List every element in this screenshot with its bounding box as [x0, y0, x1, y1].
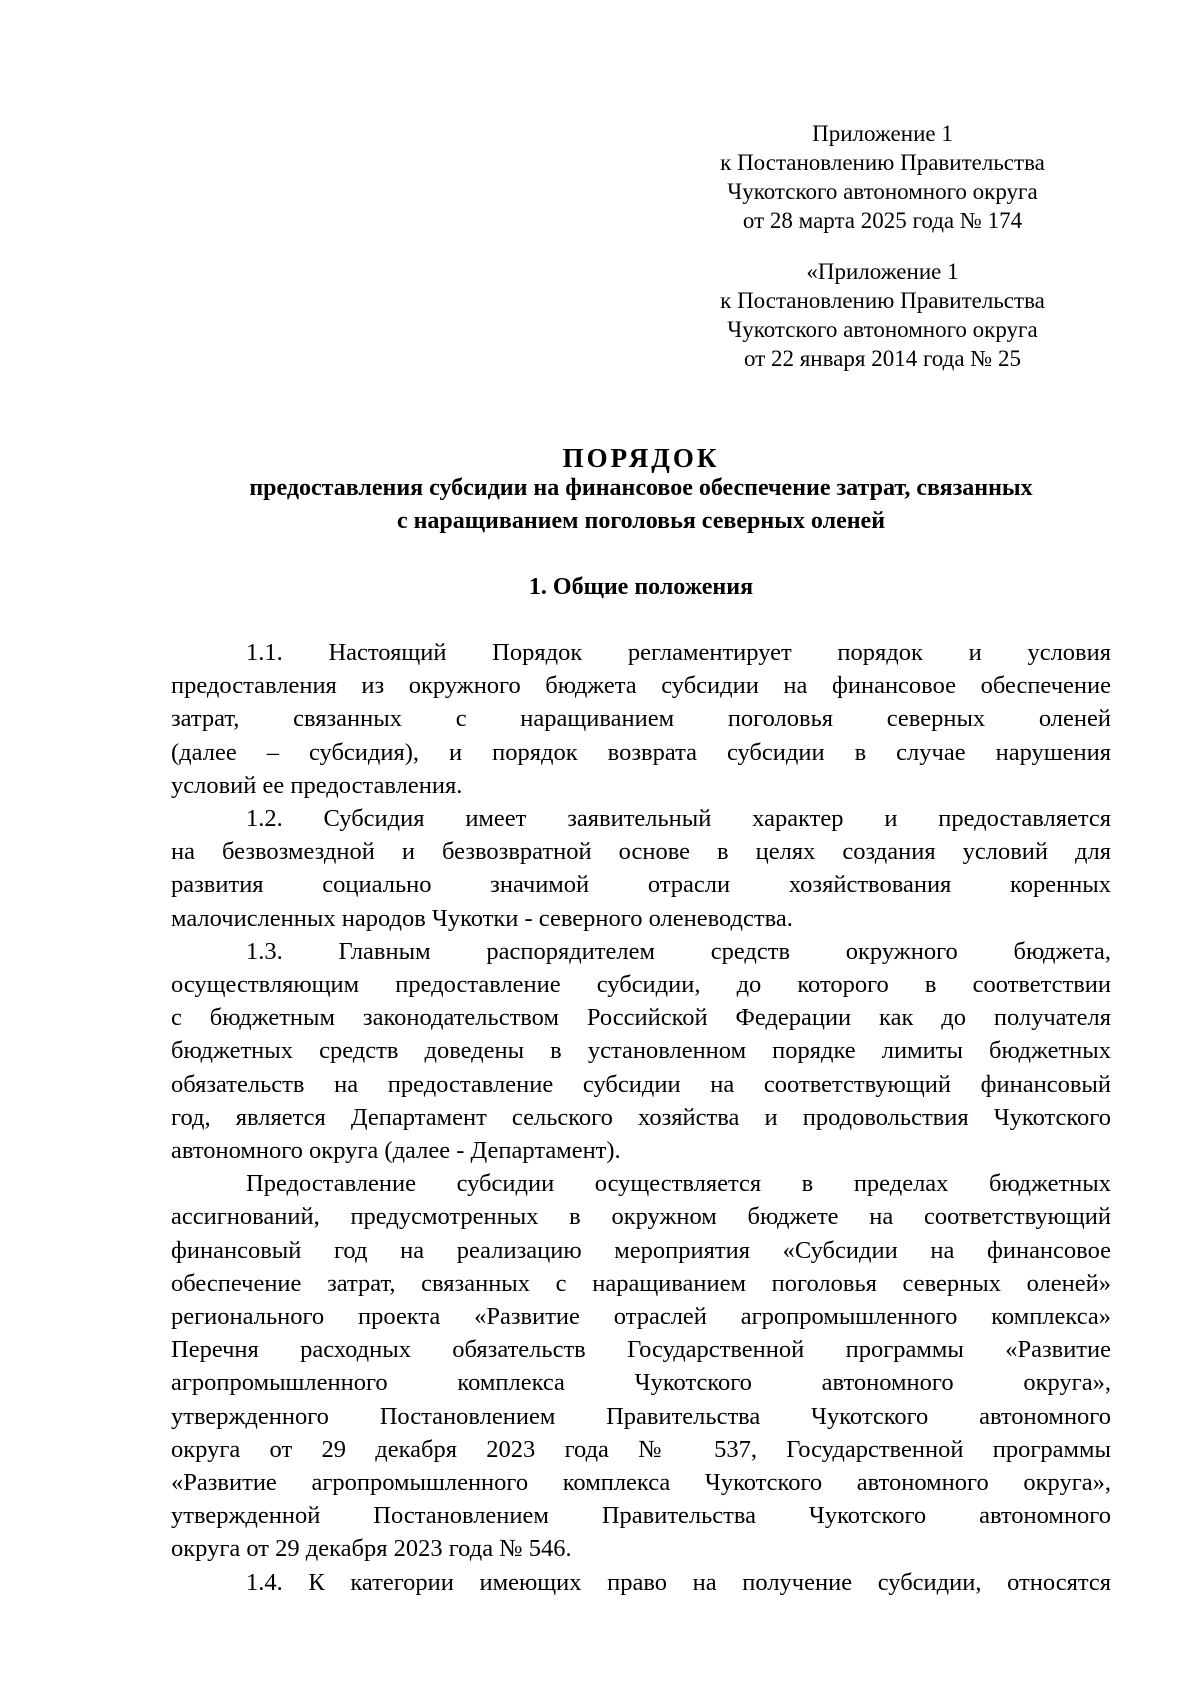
- paragraph-line: 1.4. К категории имеющих право на получение субсидии, относятся: [246, 1568, 1111, 1596]
- document-body: [171, 636, 1111, 1599]
- paragraph-line: с бюджетным законодательством Российской Федерации как до получателя: [171, 1004, 1111, 1032]
- paragraph-1-3-continued: [171, 1167, 1111, 1565]
- document-subtitle: [171, 472, 1111, 538]
- paragraph-1-3: [171, 935, 1111, 1167]
- paragraph-line: Перечня расходных обязательств Государственной программы «Развитие: [171, 1336, 1111, 1364]
- appendix-line: «Приложение 1: [806, 259, 959, 284]
- subtitle-line: предоставления субсидии на финансовое обеспечение затрат, связанных: [249, 475, 1033, 501]
- paragraph-line: год, является Департамент сельского хозяйства и продовольствия Чукотского: [171, 1103, 1111, 1131]
- paragraph-line: агропромышленного комплекса Чукотского автономного округа»,: [171, 1369, 1111, 1397]
- paragraph-line: Предоставление субсидии осуществляется в пределах бюджетных: [246, 1170, 1111, 1198]
- appendix-header-current: [700, 119, 1065, 235]
- paragraph-line: условий ее предоставления.: [171, 771, 463, 799]
- subtitle-line: с наращиванием поголовья северных оленей: [396, 508, 886, 534]
- paragraph-line: (далее – субсидия), и порядок возврата субсидии в случае нарушения: [171, 738, 1111, 766]
- paragraph-line: затрат, связанных с наращиванием поголовья северных оленей: [171, 705, 1111, 733]
- paragraph-line: утвержденной Постановлением Правительства Чукотского автономного: [171, 1502, 1111, 1530]
- paragraph-line: финансовый год на реализацию мероприятия «Субсидии на финансовое: [171, 1236, 1111, 1264]
- paragraph-1-2: [171, 802, 1111, 935]
- appendix-line: Чукотского автономного округа: [727, 179, 1038, 204]
- paragraph-line: обеспечение затрат, связанных с наращиванием поголовья северных оленей»: [171, 1269, 1111, 1297]
- paragraph-line: округа от 29 декабря 2023 года № 537, Государственной программы: [171, 1435, 1111, 1463]
- paragraph-line: осуществляющим предоставление субсидии, до которого в соответствии: [171, 971, 1111, 999]
- paragraph-line: обязательств на предоставление субсидии на соответствующий финансовый: [171, 1070, 1111, 1098]
- paragraph-line: 1.2. Субсидия имеет заявительный характер и предоставляется: [246, 805, 1111, 833]
- paragraph-1-1: [171, 636, 1111, 802]
- paragraph-line: предоставления из окружного бюджета субсидии на финансовое обеспечение: [171, 672, 1111, 700]
- paragraph-line: развития социально значимой отрасли хозяйствования коренных: [171, 871, 1111, 899]
- paragraph-line: автономного округа (далее - Департамент).: [171, 1137, 621, 1165]
- paragraph-line: 1.1. Настоящий Порядок регламентирует порядок и условия: [246, 639, 1111, 666]
- paragraph-line: регионального проекта «Развитие отраслей агропромышленного комплекса»: [171, 1303, 1111, 1331]
- appendix-line: от 28 марта 2025 года № 174: [742, 208, 1023, 233]
- paragraph-line: «Развитие агропромышленного комплекса Чукотского автономного округа»,: [171, 1469, 1111, 1497]
- section-heading: 1. Общие положения: [528, 574, 754, 600]
- appendix-line: к Постановлению Правительства: [720, 150, 1045, 175]
- paragraph-line: округа от 29 декабря 2023 года № 546.: [171, 1535, 572, 1563]
- appendix-line: Приложение 1: [812, 121, 953, 146]
- appendix-line: к Постановлению Правительства: [720, 288, 1045, 313]
- paragraph-line: малочисленных народов Чукотки - северного оленеводства.: [171, 904, 793, 932]
- paragraph-line: утвержденного Постановлением Правительства Чукотского автономного: [171, 1402, 1111, 1430]
- paragraph-line: ассигнований, предусмотренных в окружном бюджете на соответствующий: [171, 1203, 1111, 1231]
- paragraph-line: на безвозмездной и безвозвратной основе в целях создания условий для: [171, 838, 1111, 866]
- paragraph-line: 1.3. Главным распорядителем средств окружного бюджета,: [246, 937, 1111, 965]
- document-title: ПОРЯДОК: [562, 443, 720, 473]
- appendix-header-original: [700, 257, 1065, 373]
- appendix-line: от 22 января 2014 года № 25: [743, 346, 1022, 371]
- appendix-line: Чукотского автономного округа: [727, 317, 1038, 342]
- paragraph-1-4: [171, 1566, 1111, 1599]
- paragraph-line: бюджетных средств доведены в установленном порядке лимиты бюджетных: [171, 1037, 1111, 1065]
